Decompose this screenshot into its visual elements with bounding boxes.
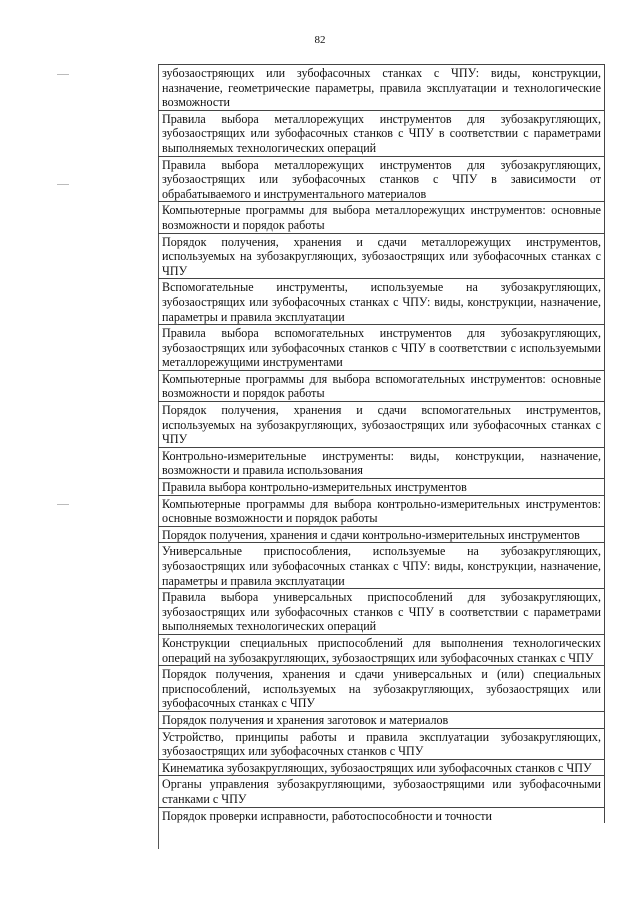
- table-row: [158, 402, 605, 448]
- table-row: [158, 156, 605, 202]
- table-cell: Устройство, принципы работы и правила эксплуатации зубозакругляющих, зубозаострящих или зубофасочных станков с ЧПУ: [158, 728, 605, 759]
- table-cell: Правила выбора вспомогательных инструментов для зубозакругляющих, зубозаострящих или зубофасочных станков с ЧПУ в соответствии с используемыми металлорежущими инструментами: [158, 325, 605, 371]
- table-row: [158, 202, 605, 233]
- page-number: 82: [314, 34, 326, 46]
- table-row: [158, 279, 605, 325]
- table-cell: Порядок получения и хранения заготовок и материалов: [158, 711, 605, 728]
- table-row: [158, 65, 605, 111]
- table-cell: Правила выбора контрольно-измерительных инструментов: [158, 479, 605, 496]
- table-row: [158, 370, 605, 401]
- table-cell: Компьютерные программы для выбора вспомогательных инструментов: основные возможности и порядок работы: [158, 370, 605, 401]
- table-cell: Кинематика зубозакругляющих, зубозаострящих или зубофасочных станков с ЧПУ: [158, 759, 605, 776]
- table-cell: Порядок получения, хранения и сдачи универсальных и (или) специальных приспособлений, используемых на зубозакругляющих, зубозаострящих или зубофасочных станках с ЧПУ: [158, 666, 605, 712]
- table-cell: Правила выбора металлорежущих инструментов для зубозакругляющих, зубозаострящих или зубофасочных станков с ЧПУ в соответствии с параметрами выполняемых технологических операций: [158, 110, 605, 156]
- table-row: [158, 666, 605, 712]
- table-cell: Компьютерные программы для выбора контрольно-измерительных инструментов: основные возможности и порядок работы: [158, 495, 605, 526]
- table-row: [158, 447, 605, 478]
- table-cell: Порядок получения, хранения и сдачи металлорежущих инструментов, используемых на зубозакругляющих, зубозаострящих или зубофасочных станках с ЧПУ: [158, 233, 605, 279]
- table-row: [158, 759, 605, 776]
- table-row: [158, 325, 605, 371]
- table-cell: Компьютерные программы для выбора металлорежущих инструментов: основные возможности и порядок работы: [158, 202, 605, 233]
- table-cell: Вспомогательные инструменты, используемые на зубозакругляющих, зубозаострящих или зубофасочных станках с ЧПУ: виды, конструкции, назначение, параметры и правила эксплуатации: [158, 279, 605, 325]
- scan-artifact: [57, 74, 69, 75]
- table-cell: Порядок получения, хранения и сдачи вспомогательных инструментов, используемых на зубозакругляющих, зубозаострящих или зубофасочных станках с ЧПУ: [158, 402, 605, 448]
- table-row: [158, 728, 605, 759]
- table-row: [158, 526, 605, 543]
- table-row: [158, 711, 605, 728]
- table-row: [158, 110, 605, 156]
- table-row: [158, 543, 605, 589]
- table-row: [158, 807, 605, 823]
- table-row: [158, 776, 605, 807]
- table-cell: Порядок получения, хранения и сдачи контрольно-измерительных инструментов: [158, 526, 605, 543]
- table-cell: Конструкции специальных приспособлений для выполнения технологических операций на зубозакругляющих, зубозаострящих или зубофасочных станках с ЧПУ: [158, 634, 605, 665]
- requirements-table: [158, 64, 605, 823]
- table-cell: Контрольно-измерительные инструменты: виды, конструкции, назначение, возможности и правила использования: [158, 447, 605, 478]
- scan-artifact: [57, 184, 69, 185]
- table-row: [158, 634, 605, 665]
- table-cell: Универсальные приспособления, используемые на зубозакругляющих, зубозаострящих или зубофасочных станках с ЧПУ: виды, конструкции, назначение, параметры и правила эксплуатации: [158, 543, 605, 589]
- scan-artifact: [57, 504, 69, 505]
- table-row: [158, 479, 605, 496]
- table-cell: Органы управления зубозакругляющими, зубозаострящими или зубофасочными станками с ЧПУ: [158, 776, 605, 807]
- table-row: [158, 233, 605, 279]
- table-row: [158, 495, 605, 526]
- table-row: [158, 589, 605, 635]
- table-cell: зубозаостряющих или зубофасочных станках с ЧПУ: виды, конструкции, назначение, геометрические параметры, правила эксплуатации и технологические возможности: [158, 65, 605, 111]
- table-cell: Правила выбора универсальных приспособлений для зубозакругляющих, зубозаострящих или зубофасочных станков с ЧПУ в соответствии с параметрами выполняемых технологических операций: [158, 589, 605, 635]
- left-label-column: [57, 64, 159, 849]
- table-cell: Порядок проверки исправности, работоспособности и точности: [158, 807, 605, 823]
- table-cell: Правила выбора металлорежущих инструментов для зубозакругляющих, зубозаострящих или зубофасочных станков с ЧПУ в зависимости от обрабатываемого и инструментального материалов: [158, 156, 605, 202]
